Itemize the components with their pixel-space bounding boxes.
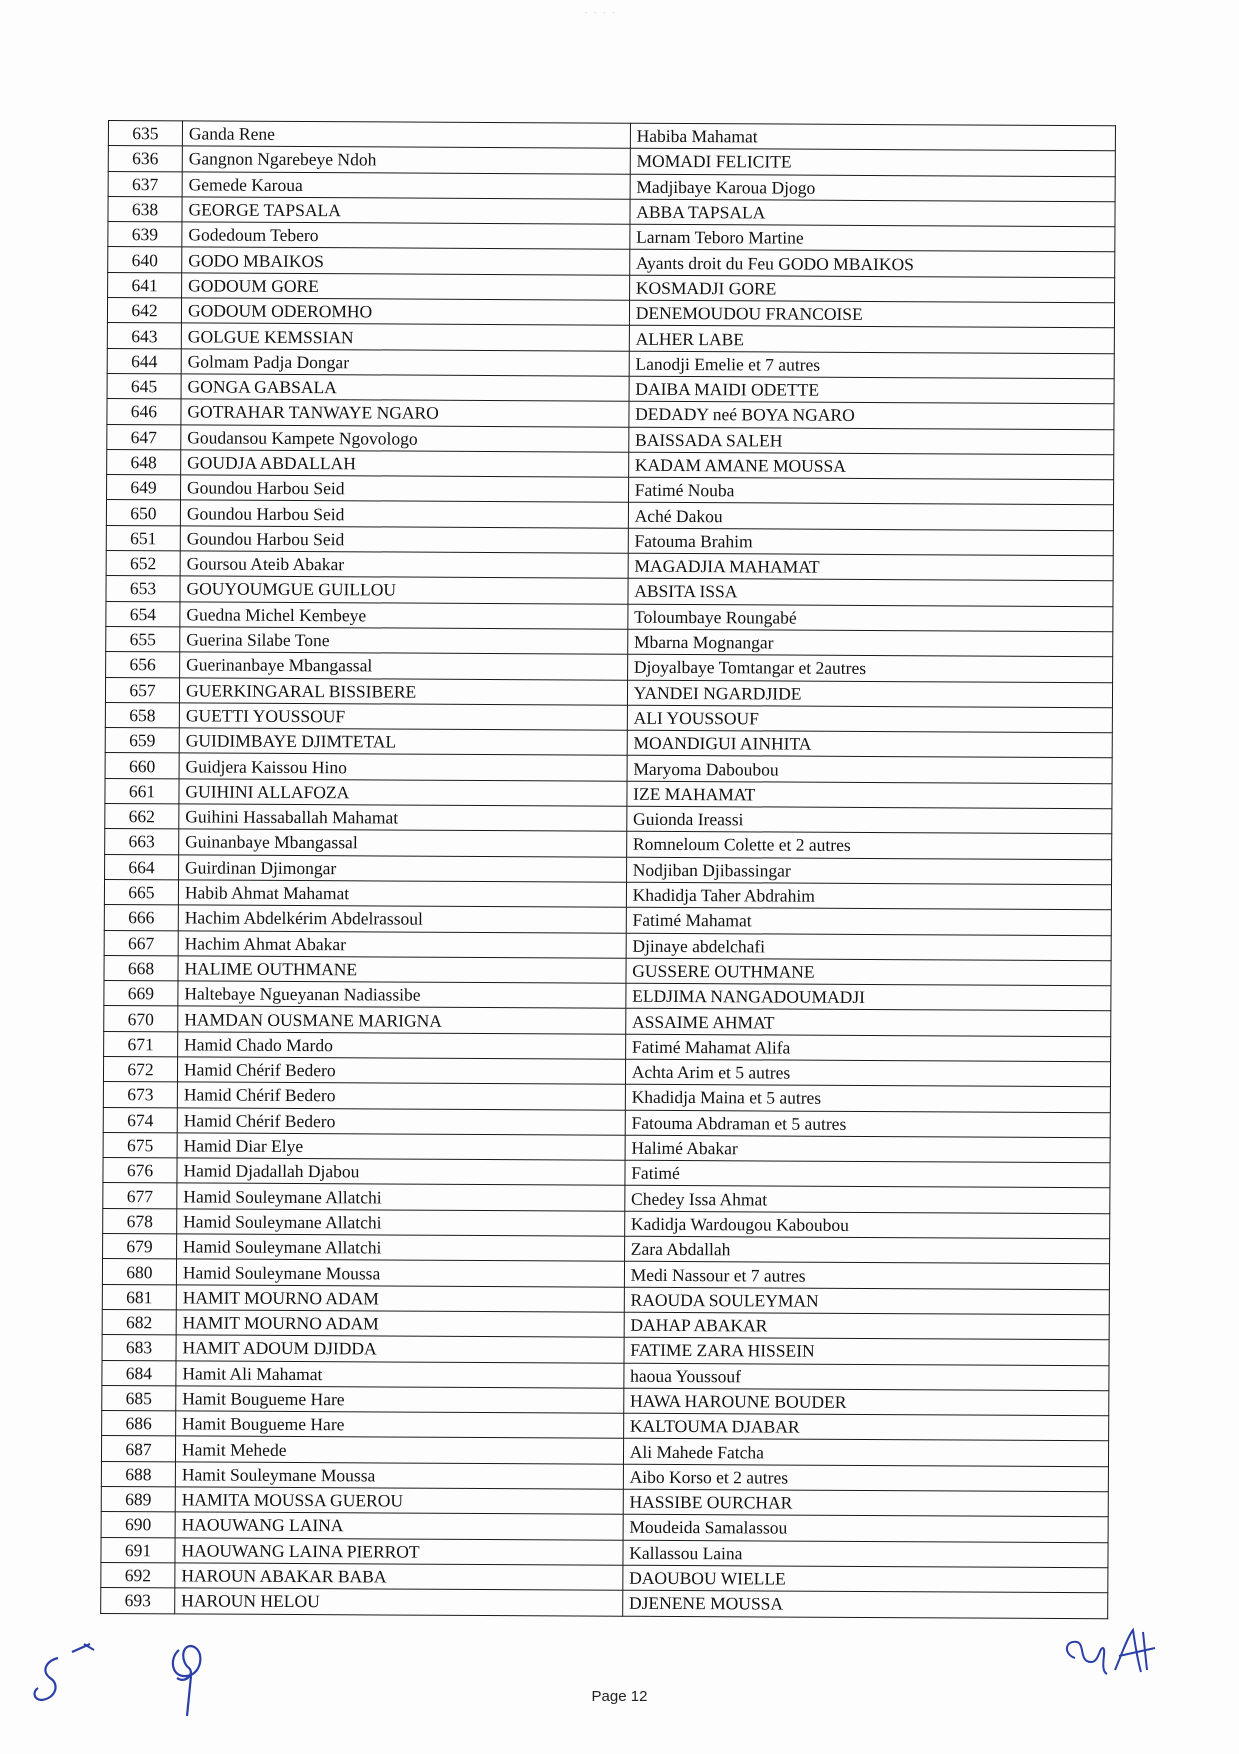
row-number: 640: [108, 247, 182, 273]
heir-name: Ali Mahede Fatcha: [623, 1439, 1108, 1467]
deceased-name: Haltebaye Ngueyanan Nadiassibe: [178, 981, 626, 1009]
row-number: 647: [107, 424, 181, 450]
heir-name: Fatimé: [625, 1160, 1110, 1188]
deceased-name: Gemede Karoua: [182, 171, 630, 199]
deceased-name: Guinanbaye Mbangassal: [179, 829, 627, 857]
row-number: 657: [105, 677, 179, 703]
heir-name: Khadidja Taher Abdrahim: [626, 882, 1111, 910]
row-number: 658: [105, 702, 179, 728]
deceased-name: Hamid Diar Elye: [177, 1133, 625, 1161]
deceased-name: Hamit Bougueme Hare: [176, 1411, 624, 1439]
heir-name: DJENENE MOUSSA: [622, 1590, 1107, 1618]
heir-name: Fatouma Abdraman et 5 autres: [625, 1110, 1110, 1138]
deceased-name: GOUYOUMGUE GUILLOU: [180, 576, 628, 604]
row-number: 679: [103, 1234, 177, 1260]
heir-name: MOANDIGUI AINHITA: [627, 730, 1112, 758]
heir-name: MOMADI FELICITE: [630, 149, 1115, 177]
row-number: 662: [105, 804, 179, 830]
row-number: 637: [108, 171, 182, 197]
heir-name: Kallassou Laina: [623, 1540, 1108, 1568]
heir-name: KOSMADJI GORE: [629, 275, 1114, 303]
heir-name: Aché Dakou: [628, 503, 1113, 531]
row-number: 693: [101, 1588, 175, 1614]
deceased-name: Goundou Harbou Seid: [180, 475, 628, 503]
row-number: 691: [101, 1537, 175, 1563]
row-number: 664: [105, 854, 179, 880]
deceased-name: Gangnon Ngarebeye Ndoh: [182, 146, 630, 174]
deceased-name: Hamid Souleymane Allatchi: [177, 1234, 625, 1262]
deceased-name: HAMIT MOURNO ADAM: [176, 1285, 624, 1313]
deceased-name: Hamid Chérif Bedero: [177, 1107, 625, 1135]
deceased-name: Hamit Souleymane Moussa: [175, 1462, 623, 1490]
heir-name: DAOUBOU WIELLE: [623, 1565, 1108, 1593]
row-number: 671: [104, 1031, 178, 1057]
deceased-name: HAMIT MOURNO ADAM: [176, 1310, 624, 1338]
row-number: 660: [105, 753, 179, 779]
deceased-name: Goundou Harbou Seid: [180, 526, 628, 554]
row-number: 682: [102, 1309, 176, 1335]
heir-name: Maryoma Daboubou: [627, 756, 1112, 784]
row-number: 648: [107, 449, 181, 475]
row-number: 644: [107, 348, 181, 374]
heir-name: ELDJIMA NANGADOUMADJI: [626, 983, 1111, 1011]
row-number: 686: [102, 1411, 176, 1437]
deceased-name: Hamid Chado Mardo: [178, 1032, 626, 1060]
row-number: 678: [103, 1208, 177, 1234]
deceased-name: GUIHINI ALLAFOZA: [179, 779, 627, 807]
heir-name: KALTOUMA DJABAR: [623, 1413, 1108, 1441]
deceased-name: Hachim Ahmat Abakar: [178, 930, 626, 958]
deceased-name: Hamid Souleymane Moussa: [176, 1259, 624, 1287]
deceased-name: Golmam Padja Dongar: [181, 349, 629, 377]
row-number: 670: [104, 1006, 178, 1032]
row-number: 639: [108, 222, 182, 248]
heir-name: Madjibaye Karoua Djogo: [630, 174, 1115, 202]
page-number: Page 12: [591, 1688, 648, 1705]
row-number: 683: [102, 1335, 176, 1361]
deceased-name: Ganda Rene: [182, 121, 630, 149]
deceased-name: GEORGE TAPSALA: [182, 197, 630, 225]
row-number: 643: [107, 323, 181, 349]
heir-name: Guionda Ireassi: [627, 806, 1112, 834]
deceased-name: GODOUM GORE: [182, 273, 630, 301]
heir-name: Chedey Issa Ahmat: [625, 1186, 1110, 1214]
heir-name: Zara Abdallah: [624, 1236, 1109, 1264]
row-number: 651: [106, 525, 180, 551]
heir-name: Nodjiban Djibassingar: [626, 857, 1111, 885]
heir-name: DAHAP ABAKAR: [624, 1312, 1109, 1340]
heir-name: HASSIBE OURCHAR: [623, 1489, 1108, 1517]
deceased-name: Hachim Abdelkérim Abdelrassoul: [178, 905, 626, 933]
deceased-name: HAMDAN OUSMANE MARIGNA: [178, 1006, 626, 1034]
heir-name: IZE MAHAMAT: [627, 781, 1112, 809]
row-number: 654: [106, 601, 180, 627]
heir-name: HAWA HAROUNE BOUDER: [623, 1388, 1108, 1416]
row-number: 669: [104, 981, 178, 1007]
heir-name: ASSAIME AHMAT: [625, 1009, 1110, 1037]
deceased-name: GOUDJA ABDALLAH: [181, 450, 629, 478]
deceased-name: Guihini Hassaballah Mahamat: [179, 804, 627, 832]
row-number: 674: [103, 1107, 177, 1133]
row-number: 663: [105, 829, 179, 855]
row-number: 689: [101, 1487, 175, 1513]
row-number: 641: [108, 272, 182, 298]
row-number: 646: [107, 399, 181, 425]
beneficiary-table: [100, 120, 1116, 1619]
heir-name: Lanodji Emelie et 7 autres: [629, 351, 1114, 379]
row-number: 638: [108, 196, 182, 222]
row-number: 650: [106, 500, 180, 526]
deceased-name: Goundou Harbou Seid: [180, 500, 628, 528]
heir-name: Ayants droit du Feu GODO MBAIKOS: [629, 250, 1114, 278]
row-number: 655: [106, 626, 180, 652]
deceased-name: HAROUN ABAKAR BABA: [175, 1563, 623, 1591]
deceased-name: Guedna Michel Kembeye: [180, 602, 628, 630]
heir-name: Djinaye abdelchafi: [626, 933, 1111, 961]
heir-name: ABBA TAPSALA: [630, 199, 1115, 227]
deceased-name: Godedoum Tebero: [182, 222, 630, 250]
deceased-name: Hamid Souleymane Allatchi: [177, 1209, 625, 1237]
deceased-name: HAMIT ADOUM DJIDDA: [176, 1335, 624, 1363]
deceased-name: GOTRAHAR TANWAYE NGARO: [181, 399, 629, 427]
row-number: 665: [104, 879, 178, 905]
heir-name: Medi Nassour et 7 autres: [624, 1262, 1109, 1290]
deceased-name: Hamid Chérif Bedero: [177, 1082, 625, 1110]
heir-name: Khadidja Maina et 5 autres: [625, 1085, 1110, 1113]
heir-name: DENEMOUDOU FRANCOISE: [629, 300, 1114, 328]
deceased-name: GODO MBAIKOS: [182, 247, 630, 275]
row-number: 661: [105, 778, 179, 804]
row-number: 690: [101, 1512, 175, 1538]
deceased-name: Habib Ahmat Mahamat: [178, 880, 626, 908]
row-number: 645: [107, 373, 181, 399]
deceased-name: Hamid Djadallah Djabou: [177, 1158, 625, 1186]
deceased-name: HAOUWANG LAINA PIERROT: [175, 1537, 623, 1565]
heir-name: ABSITA ISSA: [628, 579, 1113, 607]
deceased-name: HAROUN HELOU: [175, 1588, 623, 1616]
heir-name: Aibo Korso et 2 autres: [623, 1464, 1108, 1492]
heir-name: DAIBA MAIDI ODETTE: [629, 376, 1114, 404]
heir-name: GUSSERE OUTHMANE: [626, 958, 1111, 986]
deceased-name: Hamit Bougueme Hare: [176, 1386, 624, 1414]
row-number: 636: [108, 146, 182, 172]
deceased-name: Hamid Souleymane Allatchi: [177, 1183, 625, 1211]
row-number: 676: [103, 1158, 177, 1184]
row-number: 652: [106, 551, 180, 577]
heir-name: Djoyalbaye Tomtangar et 2autres: [627, 654, 1112, 682]
row-number: 666: [104, 905, 178, 931]
row-number: 692: [101, 1562, 175, 1588]
deceased-name: Guerina Silabe Tone: [180, 627, 628, 655]
heir-name: FATIME ZARA HISSEIN: [624, 1337, 1109, 1365]
heir-name: KADAM AMANE MOUSSA: [628, 452, 1113, 480]
row-number: 649: [107, 475, 181, 501]
deceased-name: HAMITA MOUSSA GUEROU: [175, 1487, 623, 1515]
deceased-name: GUERKINGARAL BISSIBERE: [179, 677, 627, 705]
deceased-name: GONGA GABSALA: [181, 374, 629, 402]
deceased-name: GUIDIMBAYE DJIMTETAL: [179, 728, 627, 756]
deceased-name: GUETTI YOUSSOUF: [179, 703, 627, 731]
deceased-name: Hamit Ali Mahamat: [176, 1360, 624, 1388]
table-body: [101, 121, 1116, 1619]
row-number: 687: [101, 1436, 175, 1462]
heir-name: Larnam Teboro Martine: [630, 224, 1115, 252]
heir-name: Moudeida Samalassou: [623, 1515, 1108, 1543]
deceased-name: Guidjera Kaissou Hino: [179, 753, 627, 781]
heir-name: haoua Youssouf: [624, 1363, 1109, 1391]
deceased-name: Goursou Ateib Abakar: [180, 551, 628, 579]
row-number: 681: [102, 1284, 176, 1310]
deceased-name: HALIME OUTHMANE: [178, 956, 626, 984]
heir-name: Toloumbaye Roungabé: [628, 604, 1113, 632]
heir-name: ALHER LABE: [629, 326, 1114, 354]
heir-name: DEDADY neé BOYA NGARO: [629, 401, 1114, 429]
deceased-name: Guirdinan Djimongar: [178, 854, 626, 882]
row-number: 677: [103, 1183, 177, 1209]
row-number: 688: [101, 1461, 175, 1487]
row-number: 685: [102, 1385, 176, 1411]
row-number: 673: [103, 1082, 177, 1108]
row-number: 684: [102, 1360, 176, 1386]
table-row: [101, 1588, 1108, 1619]
heir-name: Fatimé Nouba: [628, 477, 1113, 505]
heir-name: Habiba Mahamat: [630, 123, 1115, 151]
row-number: 659: [105, 728, 179, 754]
signature-right: [1055, 1618, 1175, 1688]
deceased-name: GODOUM ODEROMHO: [181, 298, 629, 326]
deceased-name: Hamit Mehede: [175, 1436, 623, 1464]
row-number: 672: [103, 1056, 177, 1082]
heir-name: Mbarna Mognangar: [627, 629, 1112, 657]
heir-name: MAGADJIA MAHAMAT: [628, 553, 1113, 581]
deceased-name: GOLGUE KEMSSIAN: [181, 323, 629, 351]
heir-name: Fatimé Mahamat: [626, 907, 1111, 935]
row-number: 635: [108, 121, 182, 147]
heir-name: ALI YOUSSOUF: [627, 705, 1112, 733]
deceased-name: HAOUWANG LAINA: [175, 1512, 623, 1540]
heir-name: Achta Arim et 5 autres: [625, 1059, 1110, 1087]
row-number: 642: [107, 298, 181, 324]
row-number: 668: [104, 955, 178, 981]
row-number: 653: [106, 576, 180, 602]
heir-name: BAISSADA SALEH: [629, 427, 1114, 455]
deceased-name: Guerinanbaye Mbangassal: [180, 652, 628, 680]
row-number: 656: [106, 652, 180, 678]
scan-artifact: ˗ ˗ ˗ ˗: [585, 8, 617, 17]
row-number: 675: [103, 1132, 177, 1158]
row-number: 667: [104, 930, 178, 956]
row-number: 680: [102, 1259, 176, 1285]
heir-name: Fatouma Brahim: [628, 528, 1113, 556]
heir-name: Halimé Abakar: [625, 1135, 1110, 1163]
deceased-name: Goudansou Kampete Ngovologo: [181, 424, 629, 452]
heir-name: YANDEI NGARDJIDE: [627, 680, 1112, 708]
heir-name: Romneloum Colette et 2 autres: [626, 832, 1111, 860]
heir-name: RAOUDA SOULEYMAN: [624, 1287, 1109, 1315]
heir-name: Kadidja Wardougou Kaboubou: [624, 1211, 1109, 1239]
heir-name: Fatimé Mahamat Alifa: [625, 1034, 1110, 1062]
deceased-name: Hamid Chérif Bedero: [177, 1057, 625, 1085]
